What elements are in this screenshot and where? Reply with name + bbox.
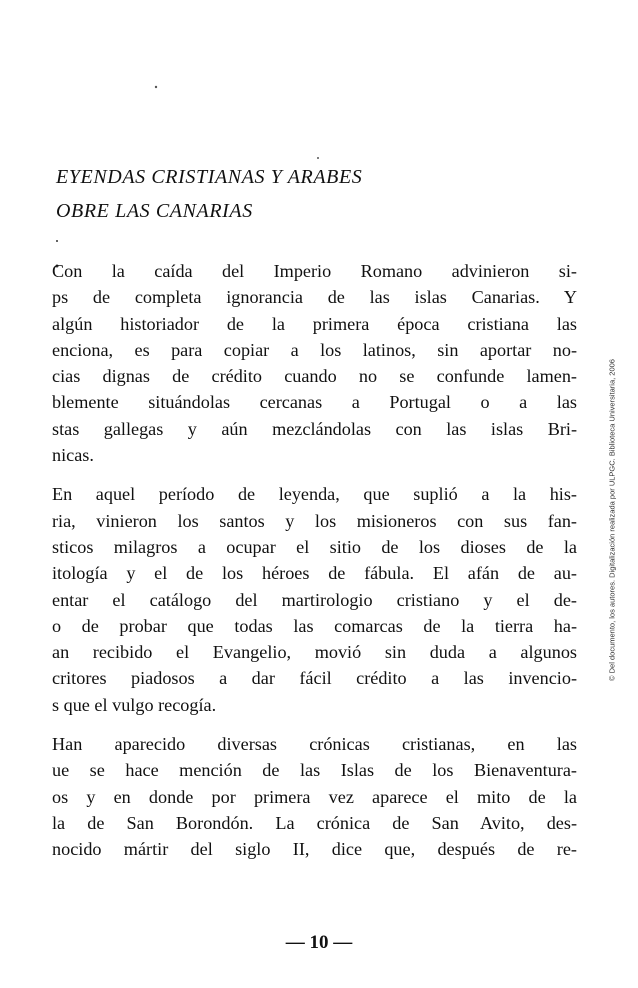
text-line: Con la caída del Imperio Romano advinieron si- bbox=[52, 261, 577, 281]
text-line: blemente situándolas cercanas a Portugal o a las bbox=[52, 392, 577, 413]
text-line: an recibido el Evangelio, movió sin duda a algunos bbox=[52, 642, 577, 663]
text-line: sticos milagros a ocupar el sitio de los dioses de la bbox=[52, 536, 577, 557]
text-line: nicas. bbox=[52, 445, 94, 466]
text-line: critores piadosos a dar fácil crédito a las invencio- bbox=[52, 668, 577, 689]
speck bbox=[155, 86, 157, 88]
text-line: cias dignas de crédito cuando no se confunde lamen- bbox=[52, 366, 577, 387]
paragraph-1 bbox=[52, 258, 577, 468]
text-line: ria, vinieron los santos y los misioneros con sus fan- bbox=[52, 510, 577, 531]
paragraph-3 bbox=[52, 731, 577, 862]
text-line: entar el catálogo del martirologio cristiano y el de- bbox=[52, 589, 577, 610]
text-line: algún historiador de la primera época cristiana las bbox=[52, 313, 577, 334]
text-line: enciona, es para copiar a los latinos, sin aportar no- bbox=[52, 339, 577, 360]
text-line: ue se hace mención de las Islas de los Bienaventura- bbox=[52, 760, 577, 781]
text-line: ps de completa ignorancia de las islas Canarias. Y bbox=[52, 287, 577, 308]
text-line: s que el vulgo recogía. bbox=[52, 694, 217, 715]
speck bbox=[317, 157, 319, 159]
text-line: os y en donde por primera vez aparece el mito de la bbox=[52, 786, 577, 807]
text-line: nocido mártir del siglo II, dice que, después de re- bbox=[52, 839, 577, 860]
text-line: itología y el de los héroes de fábula. El afán de au- bbox=[52, 563, 577, 584]
text-line: o de probar que todas las comarcas de la tierra ha- bbox=[52, 615, 577, 636]
text-line: la de San Borondón. La crónica de San Avito, des- bbox=[52, 812, 577, 833]
text-line: En aquel período de leyenda, que suplió a la his- bbox=[52, 484, 577, 505]
copyright-watermark: © Del documento, los autores. Digitalización realizada por ULPGC. Biblioteca Universitaria, 2006 bbox=[607, 359, 617, 681]
paragraph-2 bbox=[52, 481, 577, 718]
speck bbox=[56, 240, 58, 242]
text-line: Han aparecido diversas crónicas cristianas, en las bbox=[52, 734, 577, 755]
text-line: stas gallegas y aún mezclándolas con las islas Bri- bbox=[52, 418, 577, 439]
body-text bbox=[52, 258, 577, 876]
chapter-title-line-1: EYENDAS CRISTIANAS Y ARABES bbox=[56, 166, 363, 188]
chapter-title-line-2: OBRE LAS CANARIAS bbox=[56, 200, 253, 222]
page-number: — 10 — bbox=[285, 932, 353, 953]
